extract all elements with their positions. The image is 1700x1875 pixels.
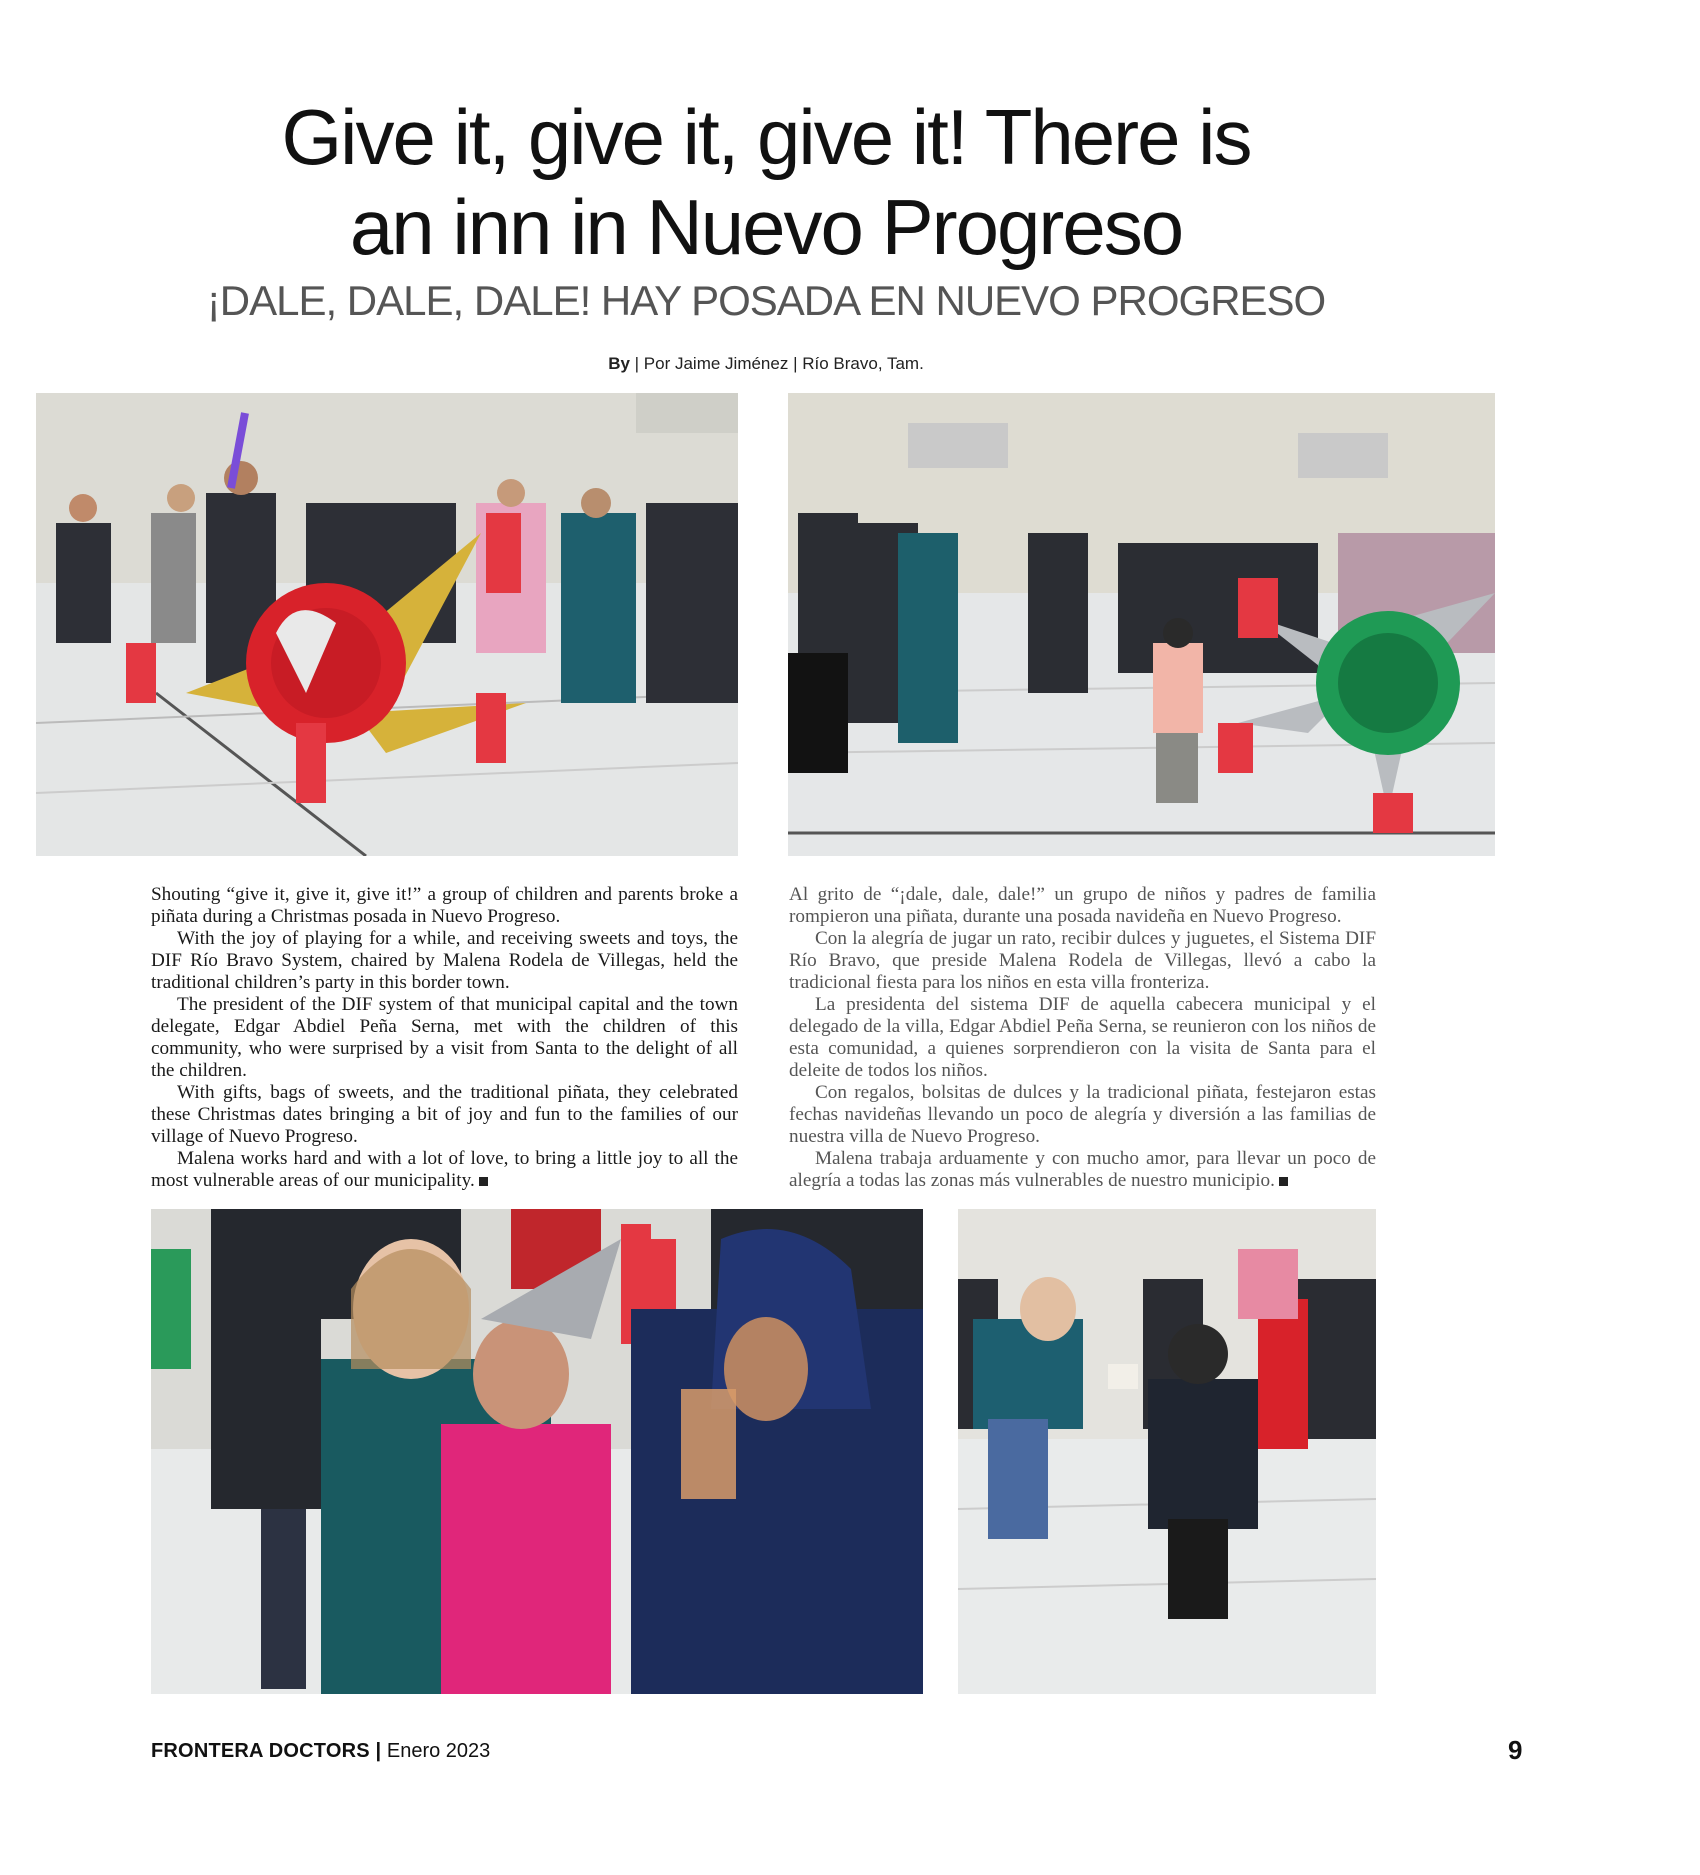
end-mark-icon — [479, 1177, 488, 1186]
byline-place: | Río Bravo, Tam. — [793, 354, 924, 373]
publication-name: FRONTERA DOCTORS | — [151, 1740, 382, 1762]
paragraph: Al grito de “¡dale, dale, dale!” un grupo de niños y padres de familia rompieron una piñata, durante una posada navideña en Nuevo Progreso. — [789, 884, 1376, 927]
paragraph: Shouting “give it, give it, give it!” a group of children and parents broke a piñata during a Christmas posada in Nuevo Progreso. — [151, 884, 738, 927]
end-mark-icon — [1279, 1177, 1288, 1186]
body-column-spanish — [789, 884, 1376, 1192]
body-column-english — [151, 884, 738, 1192]
title-line-1: Give it, give it, give it! There is — [281, 93, 1251, 181]
paragraph-text: Malena trabaja arduamente y con mucho amor, para llevar un poco de alegría a todas las zonas más vulnerables de nuestro municipio. — [789, 1148, 1376, 1191]
photo-woman-giving-gift — [958, 1209, 1376, 1694]
paragraph: Con la alegría de jugar un rato, recibir dulces y juguetes, el Sistema DIF Río Bravo, que preside Malena Rodela de Villegas, llevó a cabo la tradicional fiesta para los niños en esta villa fronteriza. — [789, 928, 1376, 993]
byline-author: | Por Jaime Jiménez — [634, 354, 789, 373]
page-footer — [151, 1740, 490, 1763]
paragraph: With the joy of playing for a while, and receiving sweets and toys, the DIF Río Bravo System, chaired by Malena Rodela de Villegas, held the traditional children’s party in this border town. — [151, 928, 738, 993]
byline — [0, 354, 1532, 374]
photo-pinata-red-star — [36, 393, 738, 856]
article-subtitle: ¡DALE, DALE, DALE! HAY POSADA EN NUEVO PROGRESO — [206, 277, 1326, 324]
title-line-2: an inn in Nuevo Progreso — [349, 183, 1183, 271]
photo-woman-with-children — [151, 1209, 923, 1694]
paragraph-last — [151, 1148, 738, 1192]
paragraph: With gifts, bags of sweets, and the traditional piñata, they celebrated these Christmas dates bringing a bit of joy and fun to the families of our village of Nuevo Progreso. — [151, 1082, 738, 1147]
issue-date: Enero 2023 — [386, 1740, 491, 1762]
paragraph-text: Malena works hard and with a lot of love, to bring a little joy to all the most vulnerable areas of our municipality. — [151, 1148, 738, 1191]
paragraph: The president of the DIF system of that municipal capital and the town delegate, Edgar Abdiel Peña Serna, met with the children of this community, who were surprised by a visit from Santa to the delight of all the children. — [151, 994, 738, 1081]
paragraph-last — [789, 1148, 1376, 1192]
byline-label: By — [608, 354, 630, 373]
photo-pinata-green-star — [788, 393, 1495, 856]
article-title — [0, 92, 1532, 272]
paragraph: Con regalos, bolsitas de dulces y la tradicional piñata, festejaron estas fechas navideñas llevando un poco de alegría y diversión a las familias de nuestra villa de Nuevo Progreso. — [789, 1082, 1376, 1147]
page-number: 9 — [1508, 1735, 1523, 1765]
paragraph: La presidenta del sistema DIF de aquella cabecera municipal y el delegado de la villa, Edgar Abdiel Peña Serna, se reunieron con los niños de esta comunidad, a quienes sorprendieron con la visita de Santa para el deleite de todos los niños. — [789, 994, 1376, 1081]
